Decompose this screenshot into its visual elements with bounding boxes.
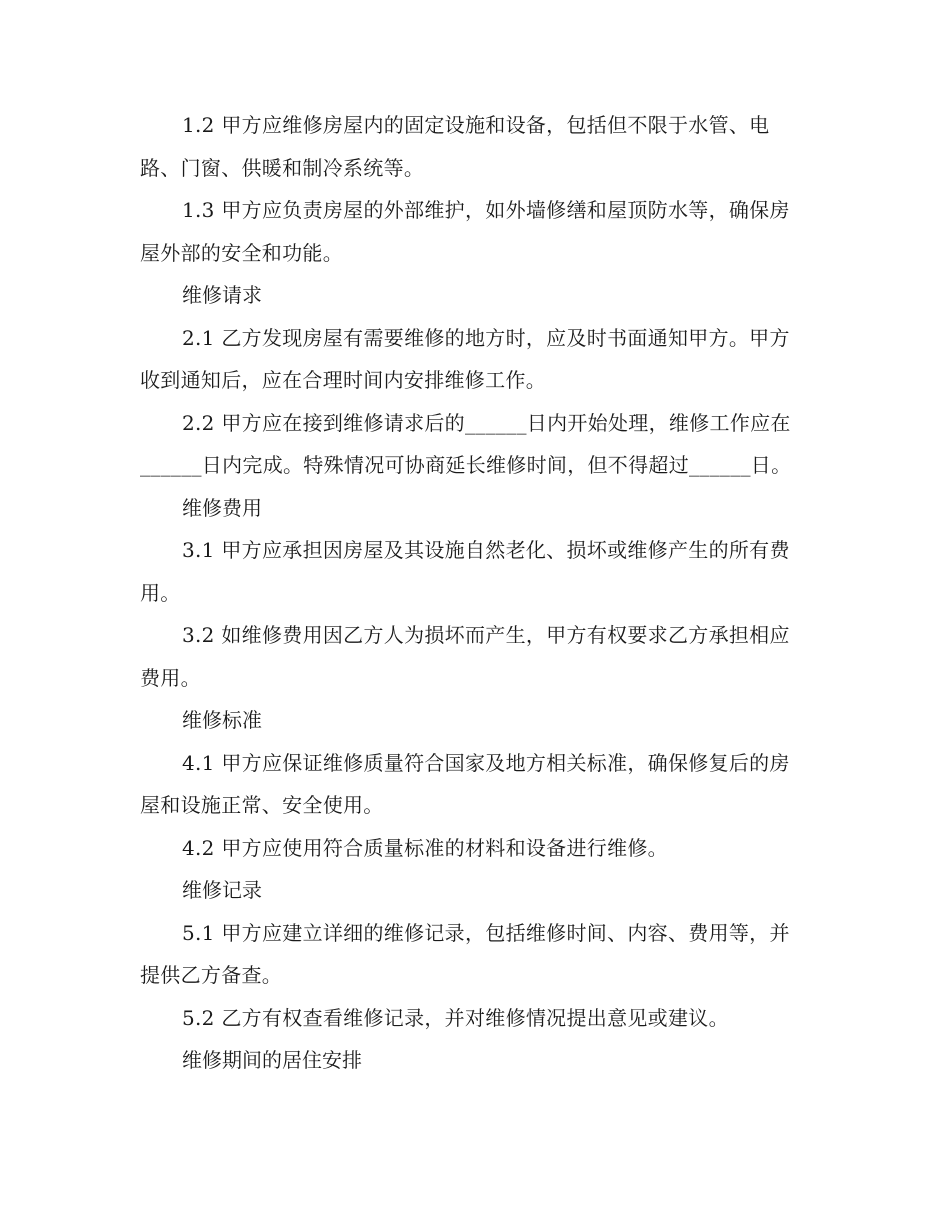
clause-4-2: 4.2 甲方应使用符合质量标准的材料和设备进行维修。	[182, 835, 668, 860]
clause-5-2: 5.2 乙方有权查看维修记录，并对维修情况提出意见或建议。	[182, 1005, 729, 1030]
section-heading-repair-record: 维修记录	[182, 878, 262, 902]
section-heading-repair-cost: 维修费用	[182, 495, 262, 520]
section-heading-repair-standard: 维修标准	[182, 708, 262, 732]
clause-2-1: 2.1 乙方发现房屋有需要维修的地方时，应及时书面通知甲方。甲方收到通知后，应在合理时间内安排维修工作。	[140, 325, 790, 392]
clause-1-2: 1.2 甲方应维修房屋内的固定设施和设备，包括但不限于水管、电路、门窗、供暖和制冷系统等。	[140, 113, 770, 180]
document-page	[140, 104, 800, 1082]
section-heading-repair-request: 维修请求	[182, 283, 262, 307]
clause-3-1: 3.1 甲方应承担因房屋及其设施自然老化、损坏或维修产生的所有费用。	[140, 538, 790, 605]
section-heading-residence-arrangement: 维修期间的居住安排	[182, 1048, 362, 1072]
clause-2-2: 2.2 甲方应在接到维修请求后的______日内开始处理，维修工作应在______日内完成。特殊情况可协商延长维修时间，但不得超过______日。	[140, 410, 792, 477]
clause-3-2: 3.2 如维修费用因乙方人为损坏而产生，甲方有权要求乙方承担相应费用。	[140, 623, 790, 690]
clause-5-1: 5.1 甲方应建立详细的维修记录，包括维修时间、内容、费用等，并提供乙方备查。	[140, 920, 790, 987]
clause-1-3: 1.3 甲方应负责房屋的外部维护，如外墙修缮和屋顶防水等，确保房屋外部的安全和功能。	[140, 198, 790, 265]
clause-4-1: 4.1 甲方应保证维修质量符合国家及地方相关标准，确保修复后的房屋和设施正常、安全使用。	[140, 750, 790, 817]
